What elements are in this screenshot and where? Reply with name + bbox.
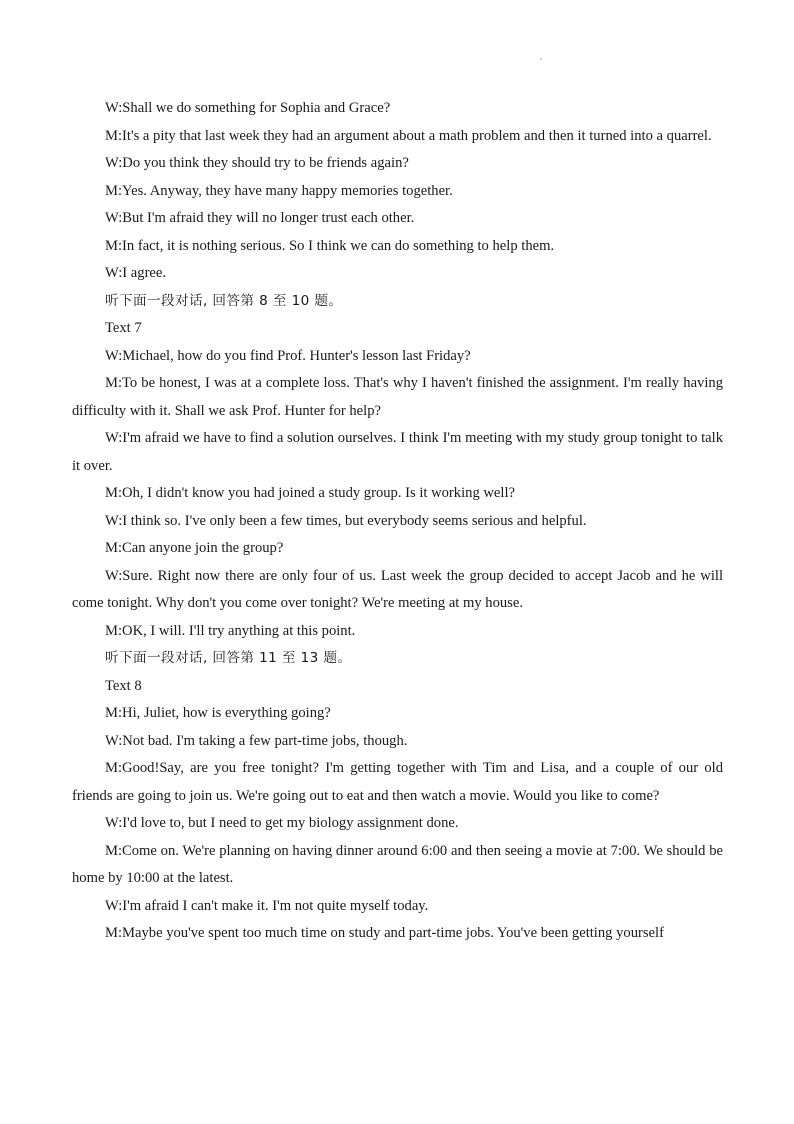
dialogue-line: M:Good!Say, are you free tonight? I'm getting together with Tim and Lisa, and a couple of our old friends are going to join us. We're going out to eat and then watch a movie. Would you like to come? [72,760,723,804]
transcript-body [72,95,723,948]
dialogue-line: M:OK, I will. I'll try anything at this point. [105,622,356,639]
dialogue-line: W:Do you think they should try to be friends again? [105,155,409,171]
dialogue-line: W:I'd love to, but I need to get my biology assignment done. [105,815,459,831]
dialogue-line: M:Hi, Juliet, how is everything going? [105,705,331,721]
dialogue-line: W:I'm afraid we have to find a solution ourselves. I think I'm meeting with my study group tonight to talk it over. [72,430,723,474]
dialogue-line: W:Not bad. I'm taking a few part-time jobs, though. [105,732,408,749]
dialogue-line: W:Sure. Right now there are only four of us. Last week the group decided to accept Jacob and he will come tonight. Why don't you come over tonight? We're meeting at my house. [72,567,723,611]
dialogue-line: M:It's a pity that last week they had an argument about a math problem and then it turned into a quarrel. [105,127,712,144]
dialogue-line: M:Can anyone join the group? [105,540,284,556]
section-instruction: 听下面一段对话, 回答第 8 至 10 题。 [105,292,343,309]
dialogue-line: M:To be honest, I was at a complete loss. That's why I haven't finished the assignment. I'm really having difficulty with it. Shall we ask Prof. Hunter for help? [72,375,723,419]
text-heading: Text 8 [105,677,142,694]
dialogue-line: W:Michael, how do you find Prof. Hunter's lesson last Friday? [105,347,471,364]
dialogue-line: W:Shall we do something for Sophia and Grace? [105,100,391,116]
dialogue-line: W:I think so. I've only been a few times, but everybody seems serious and helpful. [105,512,587,529]
dialogue-line: W:But I'm afraid they will no longer trust each other. [105,210,415,226]
dialogue-line: M:Yes. Anyway, they have many happy memories together. [105,182,453,199]
section-instruction: 听下面一段对话, 回答第 11 至 13 题。 [105,650,352,666]
dialogue-line: M:In fact, it is nothing serious. So I think we can do something to help them. [105,237,555,254]
dialogue-line: W:I'm afraid I can't make it. I'm not quite myself today. [105,897,429,914]
dialogue-line: M:Come on. We're planning on having dinner around 6:00 and then seeing a movie at 7:00. We should be home by 10:00 at the latest. [72,842,723,886]
dialogue-line: W:I agree. [105,265,167,281]
scan-speck [540,58,542,60]
text-heading: Text 7 [105,320,142,336]
dialogue-line: M:Oh, I didn't know you had joined a study group. Is it working well? [105,485,515,501]
dialogue-line: M:Maybe you've spent too much time on study and part-time jobs. You've been getting yourself [105,925,664,941]
